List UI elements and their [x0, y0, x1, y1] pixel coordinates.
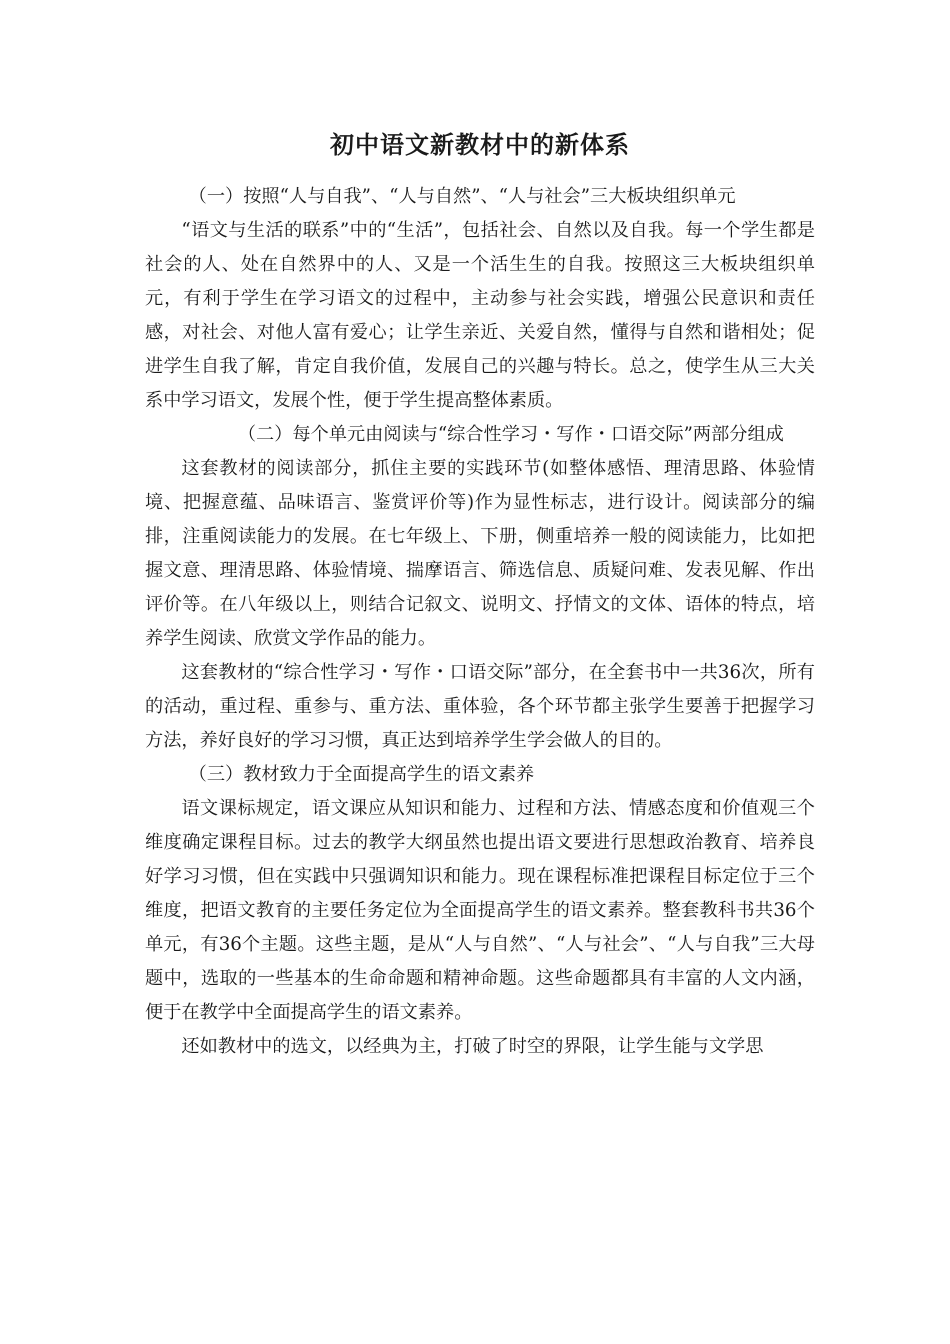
- body-paragraph: 这套教材的阅读部分，抓住主要的实践环节(如整体感悟、理清思路、体验情境、把握意蕴、品味语言、鉴赏评价等)作为显性标志，进行设计。阅读部分的编排，注重阅读能力的发展。在七年级上、下册，侧重培养一般的阅读能力，比如把握文意、理清思路、体验情境、揣摩语言、筛选信息、质疑问难、发表见解、作出评价等。在八年级以上，则结合记叙文、说明文、抒情文的文体、语体的特点，培养学生阅读、欣赏文学作品的能力。: [145, 458, 815, 649]
- section-heading-3: （三）教材致力于全面提高学生的语文素养: [188, 764, 535, 785]
- document-title: 初中语文新教材中的新体系: [330, 130, 630, 159]
- body-paragraph: 这套教材的“综合性学习・写作・口语交际”部分，在全套书中一共36次，所有的活动，重过程、重参与、重方法、重体验，各个环节都主张学生要善于把握学习方法，养好良好的学习习惯，真正达到培养学生学会做人的目的。: [145, 662, 815, 751]
- body-paragraph: 还如教材中的选文，以经典为主，打破了时空的界限，让学生能与文学思: [181, 1036, 764, 1057]
- body-paragraph: “语文与生活的联系”中的“生活”，包括社会、自然以及自我。每一个学生都是社会的人、处在自然界中的人、又是一个活生生的自我。按照这三大板块组织单元，有利于学生在学习语文的过程中，主动参与社会实践，增强公民意识和责任感，对社会、对他人富有爱心；让学生亲近、关爱自然，懂得与自然和谐相处；促进学生自我了解，肯定自我价值，发展自己的兴趣与特长。总之，使学生从三大关系中学习语文，发展个性，便于学生提高整体素质。: [145, 220, 815, 411]
- body-paragraph: 语文课标规定，语文课应从知识和能力、过程和方法、情感态度和价值观三个维度确定课程目标。过去的教学大纲虽然也提出语文要进行思想政治教育、培养良好学习习惯，但在实践中只强调知识和能力。现在课程标准把课程目标定位于三个维度，把语文教育的主要任务定位为全面提高学生的语文素养。整套教科书共36个单元，有36个主题。这些主题，是从“人与自然”、“人与社会”、“人与自我”三大母题中，选取的一些基本的生命命题和精神命题。这些命题都具有丰富的人文内涵，便于在教学中全面提高学生的语文素养。: [145, 798, 815, 1023]
- section-heading-1: （一）按照“人与自我”、“人与自然”、“人与社会”三大板块组织单元: [188, 186, 736, 207]
- document-page: [145, 128, 815, 1064]
- section-heading-2: （二）每个单元由阅读与“综合性学习・写作・口语交际”两部分组成: [237, 424, 784, 445]
